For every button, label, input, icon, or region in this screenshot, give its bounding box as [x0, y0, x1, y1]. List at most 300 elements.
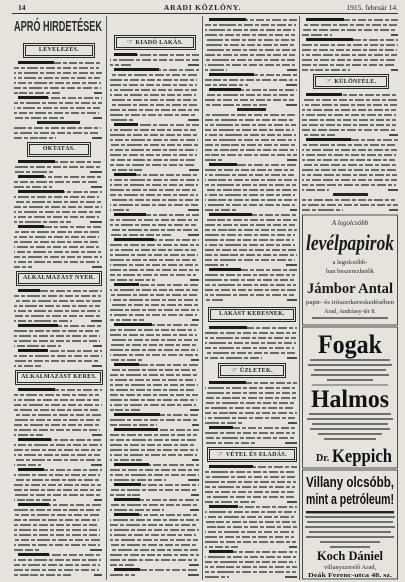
text-line — [205, 289, 297, 291]
lead-word — [114, 498, 140, 501]
text-line — [14, 434, 43, 436]
text-line — [14, 514, 100, 516]
pointing-hand-icon — [231, 368, 240, 374]
text-line — [302, 199, 395, 201]
text-line — [14, 266, 32, 268]
text-line — [110, 534, 196, 536]
text-line — [14, 166, 101, 168]
text-line — [205, 531, 294, 533]
text-line — [14, 404, 102, 406]
text-line — [14, 345, 61, 347]
text-line — [110, 144, 199, 146]
text-line — [205, 546, 238, 548]
text-line — [205, 342, 296, 344]
ad-number — [90, 221, 102, 223]
text-line — [14, 454, 100, 456]
text-line — [205, 64, 295, 66]
text-line — [327, 379, 373, 381]
text-line — [110, 544, 197, 546]
text-line — [110, 474, 199, 476]
text-line — [114, 464, 199, 466]
text-line — [205, 159, 224, 161]
classified-text-block — [14, 288, 102, 368]
text-line — [205, 174, 294, 176]
text-line — [209, 74, 297, 76]
ad-address: Arad, Andrássy-tér 8. — [324, 309, 376, 315]
text-line — [114, 414, 199, 416]
text-line — [110, 199, 199, 201]
ad-number — [287, 69, 297, 71]
text-line — [205, 576, 229, 578]
masthead-rule — [12, 13, 398, 14]
text-line — [302, 209, 343, 211]
text-line — [205, 69, 227, 71]
text-line — [205, 264, 228, 266]
ad-number — [188, 479, 199, 481]
text-line — [205, 129, 294, 131]
lead-word — [18, 61, 54, 64]
text-line — [205, 34, 295, 36]
category-heading-label: VÉTEL ÉS ELADÁS. — [225, 452, 287, 458]
text-line — [205, 481, 296, 483]
text-line — [14, 206, 102, 208]
text-line — [110, 129, 196, 131]
text-line — [14, 499, 56, 501]
text-line — [14, 320, 72, 322]
text-line — [14, 231, 100, 233]
text-line — [205, 571, 296, 573]
text-line — [110, 159, 196, 161]
lead-word — [114, 283, 139, 286]
text-line — [302, 109, 396, 111]
text-line — [306, 511, 394, 513]
text-line — [205, 194, 295, 196]
text-line — [110, 189, 198, 191]
lead-word — [306, 93, 342, 96]
text-line — [14, 414, 101, 416]
text-line — [14, 221, 71, 223]
text-line — [110, 84, 197, 86]
text-line — [110, 204, 198, 206]
text-line — [205, 437, 295, 439]
text-line — [18, 62, 102, 64]
lead-word — [18, 349, 48, 352]
text-line — [205, 299, 224, 301]
ad-number — [287, 159, 297, 161]
text-line — [205, 536, 294, 538]
text-line — [14, 335, 100, 337]
text-line — [110, 409, 142, 411]
ad-number — [94, 499, 102, 501]
text-line — [205, 347, 294, 349]
text-line — [14, 449, 101, 451]
text-line — [14, 360, 99, 362]
ad-number — [90, 171, 102, 173]
text-line — [114, 484, 199, 486]
text-line — [314, 369, 386, 371]
text-line — [302, 99, 397, 101]
text-line — [302, 49, 397, 51]
classified-text-block — [205, 17, 297, 302]
text-line — [205, 204, 295, 206]
lead-word — [18, 289, 40, 292]
text-line — [205, 119, 295, 121]
text-line — [205, 54, 295, 56]
text-line — [302, 184, 396, 186]
category-heading-kulonfele — [315, 76, 387, 87]
text-line — [14, 544, 100, 546]
text-line — [205, 209, 238, 211]
paper-shop-ad — [303, 215, 398, 325]
text-line — [205, 239, 294, 241]
text-line — [205, 412, 297, 414]
text-line — [110, 134, 199, 136]
text-line — [14, 489, 101, 491]
text-line — [110, 64, 131, 66]
text-line — [14, 251, 101, 253]
text-line — [110, 249, 196, 251]
text-line — [110, 434, 197, 436]
ad-number — [91, 320, 102, 322]
text-line — [205, 249, 296, 251]
text-line — [309, 531, 391, 533]
text-line — [302, 154, 396, 156]
text-line — [205, 387, 295, 389]
issue-date: 1915. február 14. — [346, 3, 398, 12]
text-line — [110, 374, 199, 376]
ad-number — [289, 546, 297, 548]
text-line — [110, 334, 197, 336]
text-line — [14, 444, 102, 446]
text-line — [110, 289, 198, 291]
text-line — [110, 94, 196, 96]
text-line — [205, 124, 296, 126]
text-line — [302, 124, 396, 126]
text-line — [205, 491, 294, 493]
text-line — [14, 564, 100, 566]
text-line — [205, 134, 296, 136]
text-line — [18, 504, 102, 506]
text-line — [318, 433, 382, 435]
text-line — [110, 229, 198, 231]
text-line — [302, 164, 396, 166]
text-line — [14, 132, 100, 134]
text-line — [14, 82, 101, 84]
text-line — [205, 501, 257, 503]
text-line — [14, 246, 99, 248]
text-line — [110, 549, 198, 551]
text-line — [110, 479, 166, 481]
text-line — [302, 34, 332, 36]
text-line — [110, 509, 164, 511]
text-line — [14, 107, 100, 109]
text-line — [302, 64, 396, 66]
text-line — [205, 407, 295, 409]
ad-number — [93, 117, 102, 119]
text-line — [205, 496, 294, 498]
ad-number — [92, 137, 102, 139]
text-line — [205, 94, 294, 96]
text-line — [302, 44, 398, 46]
text-line — [205, 154, 297, 156]
text-line — [14, 196, 99, 198]
text-line — [305, 526, 395, 528]
lead-word — [306, 18, 344, 21]
text-line — [302, 149, 397, 151]
lead-word — [114, 123, 138, 126]
text-line — [302, 129, 397, 131]
category-heading-uzletek — [220, 365, 284, 376]
lead-word — [209, 326, 247, 329]
text-line — [110, 389, 196, 391]
lead-word — [209, 88, 241, 91]
text-line — [110, 344, 197, 346]
text-line — [14, 117, 65, 119]
text-line — [306, 39, 398, 41]
ad-number — [190, 409, 199, 411]
category-heading-label: LEVELEZÉS. — [38, 47, 80, 53]
text-line — [18, 469, 102, 471]
ad-number — [287, 299, 297, 301]
category-heading-label: KIADÓ LAKÁS. — [135, 40, 184, 46]
text-line — [312, 423, 388, 425]
category-heading-label: KÜLÖNFÉLE. — [334, 79, 377, 85]
category-heading-label: OKTATÁS. — [42, 146, 76, 152]
text-line — [205, 229, 297, 231]
ad-number — [94, 92, 102, 94]
text-line — [110, 99, 197, 101]
text-line — [205, 357, 262, 359]
text-line — [18, 290, 102, 292]
text-line — [14, 241, 100, 243]
ad-number — [189, 564, 199, 566]
text-line — [14, 112, 99, 114]
ad-text-line: a legolcsóbb- — [332, 259, 368, 266]
ad-number — [93, 345, 102, 347]
text-line — [302, 144, 396, 146]
lead-word — [18, 324, 58, 327]
ad-number — [188, 119, 199, 121]
text-line — [205, 432, 295, 434]
ad-number — [191, 359, 199, 361]
text-line — [205, 526, 297, 528]
text-line — [302, 189, 329, 191]
text-line — [205, 417, 295, 419]
text-line — [14, 479, 99, 481]
ad-number — [190, 509, 199, 511]
text-line — [110, 329, 196, 331]
classified-text-block — [110, 52, 199, 577]
text-line — [18, 226, 102, 228]
text-line — [205, 49, 296, 51]
lead-word — [114, 483, 141, 486]
text-line — [14, 419, 101, 421]
text-line — [302, 169, 398, 171]
text-line — [110, 489, 197, 491]
newspaper-title: ARADI KÖZLÖNY. — [163, 3, 242, 12]
text-line — [209, 427, 297, 429]
text-line — [110, 119, 134, 121]
ad-number — [188, 64, 199, 66]
lead-word — [209, 163, 237, 166]
text-line — [14, 186, 52, 188]
ad-dentist-title: Dr. — [316, 453, 330, 464]
lead-word — [114, 513, 139, 516]
text-line — [209, 269, 297, 271]
text-line — [209, 327, 297, 329]
text-line — [205, 541, 296, 543]
ad-number — [285, 576, 297, 578]
text-line — [312, 317, 388, 319]
text-line — [205, 199, 297, 201]
lead-word — [114, 363, 139, 366]
ad-dentist-name: Keppich — [332, 446, 393, 467]
ad-number — [91, 464, 102, 466]
dentists-ad — [303, 327, 398, 468]
text-line — [205, 476, 296, 478]
text-line — [14, 127, 101, 129]
lead-word — [114, 568, 140, 571]
text-line — [205, 104, 268, 106]
text-line — [14, 102, 102, 104]
text-line — [205, 139, 296, 141]
ad-number — [92, 434, 102, 436]
ad-number — [91, 186, 102, 188]
text-line — [110, 109, 199, 111]
ad-trade: villanyszerelő Arad, — [323, 564, 377, 571]
text-line — [114, 429, 199, 431]
text-line — [305, 516, 395, 518]
text-line — [14, 211, 101, 213]
ad-number — [288, 422, 297, 424]
column-rule — [106, 16, 107, 580]
text-line — [209, 89, 297, 91]
subheading-line — [237, 108, 266, 111]
text-line — [110, 399, 197, 401]
ad-number — [287, 501, 297, 503]
text-line — [306, 139, 398, 141]
ad-merchant-name: Jámbor Antal — [307, 281, 393, 297]
ad-dentist-name: Halmos — [311, 386, 390, 413]
text-line — [114, 124, 199, 126]
text-line — [205, 332, 296, 334]
ad-number — [189, 169, 199, 171]
text-line — [110, 299, 198, 301]
subheading-line — [37, 121, 80, 124]
text-line — [14, 77, 100, 79]
text-line — [14, 216, 99, 218]
text-line — [110, 74, 197, 76]
text-line — [320, 541, 380, 543]
text-line — [18, 191, 102, 193]
text-line — [14, 305, 100, 307]
text-line — [205, 114, 296, 116]
text-line — [14, 137, 56, 139]
text-line — [205, 392, 296, 394]
text-line — [302, 69, 350, 71]
text-line — [14, 67, 99, 69]
text-line — [302, 29, 396, 31]
lead-word — [209, 465, 253, 468]
text-line — [205, 274, 295, 276]
text-line — [18, 389, 102, 391]
text-line — [18, 325, 102, 327]
text-line — [302, 159, 395, 161]
classified-text-block — [14, 60, 102, 140]
text-line — [310, 359, 390, 361]
text-line — [307, 418, 393, 420]
subheading-line — [333, 193, 368, 196]
text-line — [110, 384, 198, 386]
text-line — [18, 97, 102, 99]
text-line — [110, 59, 199, 61]
text-line — [14, 330, 101, 332]
text-line — [14, 409, 100, 411]
ad-headline: levélpapirok — [306, 230, 394, 255]
text-line — [110, 469, 199, 471]
text-line — [205, 184, 296, 186]
text-line — [14, 365, 41, 367]
text-line — [114, 514, 199, 516]
text-line — [205, 189, 297, 191]
text-line — [114, 499, 199, 501]
text-line — [14, 300, 101, 302]
text-line — [205, 422, 244, 424]
lead-word — [114, 213, 146, 216]
text-line — [110, 304, 198, 306]
text-line — [205, 84, 248, 86]
text-line — [14, 181, 99, 183]
text-line — [205, 294, 294, 296]
text-line — [110, 359, 143, 361]
text-line — [18, 161, 102, 163]
text-line — [110, 264, 198, 266]
text-line — [110, 169, 142, 171]
text-line — [114, 324, 199, 326]
text-line — [205, 24, 296, 26]
text-line — [14, 539, 101, 541]
text-line — [110, 574, 135, 576]
lead-word — [18, 160, 55, 163]
ad-address: Deák Ferenc-utca 48. sz. — [308, 572, 393, 579]
category-heading-label: LAKÁST KERESNEK. — [219, 311, 285, 317]
text-line — [110, 274, 196, 276]
lead-word — [209, 213, 252, 216]
lead-word — [209, 426, 233, 429]
text-line — [110, 564, 134, 566]
ad-number — [191, 494, 199, 496]
text-line — [110, 354, 198, 356]
column-rule — [299, 16, 300, 580]
ad-number — [286, 104, 297, 106]
text-line — [302, 119, 396, 121]
text-line — [110, 494, 142, 496]
text-line — [18, 554, 102, 556]
category-heading-levelezes — [25, 45, 93, 56]
text-line — [110, 529, 199, 531]
ad-number — [388, 189, 398, 191]
text-line — [110, 459, 142, 461]
ad-merchant-name: Koch Dániel — [317, 548, 384, 563]
text-line — [205, 44, 295, 46]
text-line — [205, 511, 296, 513]
lead-word — [114, 323, 152, 326]
text-line — [110, 394, 198, 396]
ad-number — [391, 34, 398, 36]
classified-text-block — [302, 92, 398, 212]
ad-number — [287, 357, 297, 359]
ad-intro: A legolcsóbb — [331, 219, 369, 227]
